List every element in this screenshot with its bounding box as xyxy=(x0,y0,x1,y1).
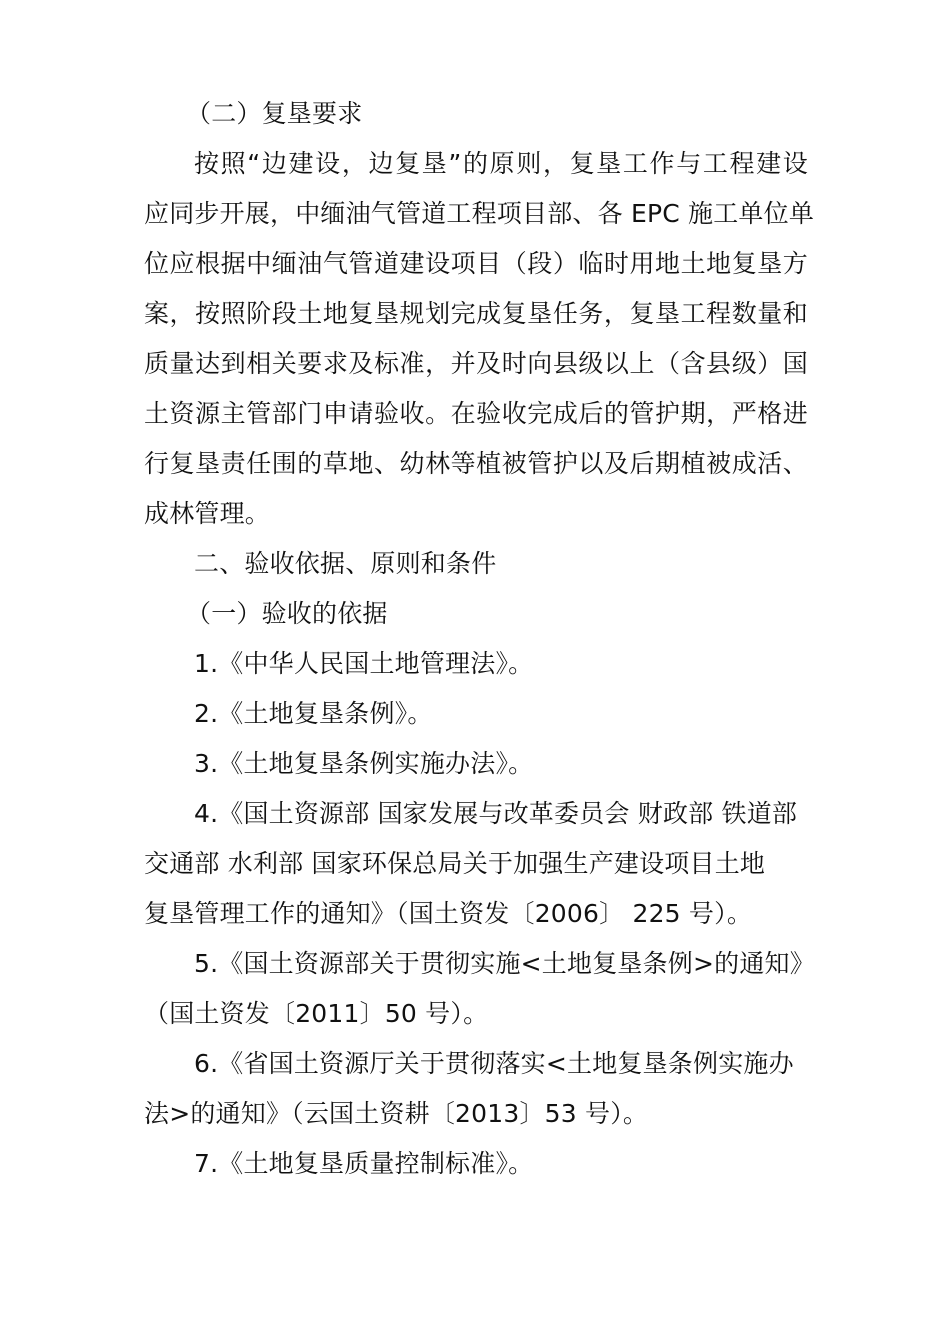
list-item-continuation: 交通部 水利部 国家环保总局关于加强生产建设项目土地 xyxy=(144,849,766,878)
list-item: 6.《省国土资源厅关于贯彻落实<土地复垦条例实施办 xyxy=(194,1049,794,1078)
paragraph-line: 成林管理。 xyxy=(144,499,271,528)
list-item: 7.《土地复垦质量控制标准》。 xyxy=(194,1149,534,1178)
section-heading-acceptance: 二、验收依据、原则和条件 xyxy=(194,549,497,578)
paragraph-line: 案，按照阶段土地复垦规划完成复垦任务，复垦工程数量和 xyxy=(144,299,808,328)
list-item-continuation: （国土资发〔2011〕50 号）。 xyxy=(144,999,489,1028)
subsection-heading-acceptance-basis: （一）验收的依据 xyxy=(186,599,388,628)
paragraph-line: 行复垦责任围的草地、幼林等植被管护以及后期植被成活、 xyxy=(144,449,808,478)
list-item: 4.《国土资源部 国家发展与改革委员会 财政部 铁道部 xyxy=(194,799,798,828)
paragraph-line: 位应根据中缅油气管道建设项目（段）临时用地土地复垦方 xyxy=(144,249,808,278)
list-item: 5.《国土资源部关于贯彻实施<土地复垦条例>的通知》 xyxy=(194,949,815,978)
list-item-continuation: 复垦管理工作的通知》（国土资发〔2006〕 225 号）。 xyxy=(144,899,753,928)
section-heading-reclamation-requirements: （二）复垦要求 xyxy=(186,99,363,128)
paragraph-line: 土资源主管部门申请验收。在验收完成后的管护期，严格进 xyxy=(144,399,808,428)
paragraph-line: 按照“边建设，边复垦”的原则，复垦工作与工程建设 xyxy=(194,149,808,178)
list-item: 3.《土地复垦条例实施办法》。 xyxy=(194,749,534,778)
list-item: 2.《土地复垦条例》。 xyxy=(194,699,433,728)
paragraph-line: 应同步开展，中缅油气管道工程项目部、各 EPC 施工单位单 xyxy=(144,199,815,228)
list-item: 1.《中华人民国土地管理法》。 xyxy=(194,649,534,678)
paragraph-line: 质量达到相关要求及标准，并及时向县级以上（含县级）国 xyxy=(144,349,808,378)
list-item-continuation: 法>的通知》（云国土资耕〔2013〕53 号）。 xyxy=(144,1099,649,1128)
